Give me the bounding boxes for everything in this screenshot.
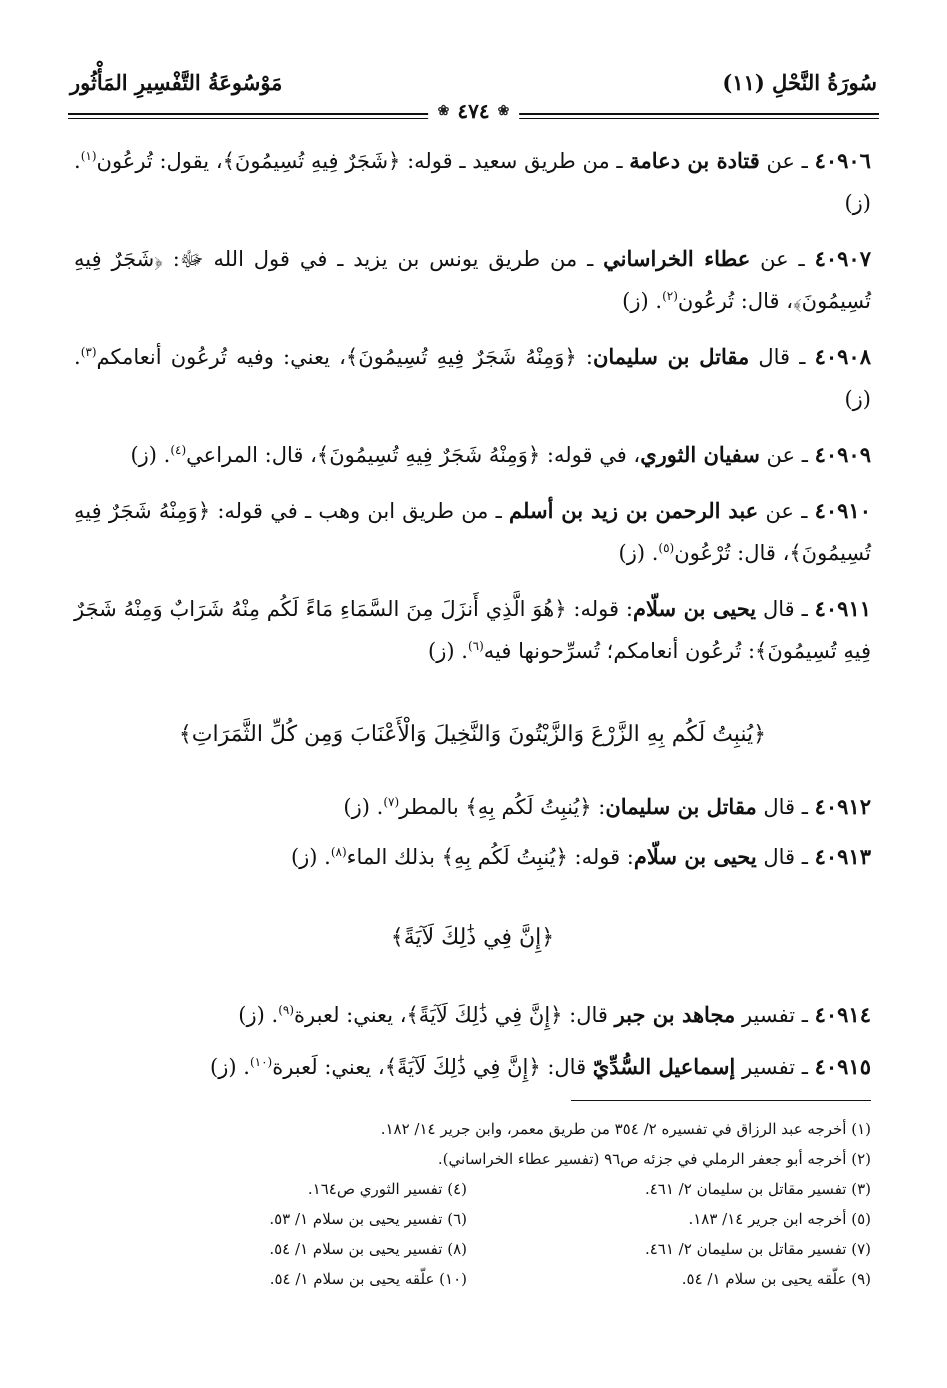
- footnote-ref: (٢): [662, 289, 678, 303]
- footnote-ref: (٥): [658, 541, 675, 555]
- quran-quote: ﴿هُوَ الَّذِي أَنزَلَ مِنَ السَّمَاءِ مَاءً لَكُم مِنْهُ شَرَابٌ وَمِنْهُ شَجَرٌ فِيهِ تُسِيمُونَ﴾: [74, 597, 871, 663]
- entry-intro: ـ تفسير: [735, 1055, 808, 1079]
- entry-text: بذلك الماء: [346, 845, 442, 869]
- footnote: (٩) علّقه يحيى بن سلام ١/ ٥٤.: [681, 1270, 871, 1288]
- entry-text: ، يعني: لَعبرة: [272, 1055, 385, 1079]
- entry-number: ٤٠٩٠٨: [814, 344, 871, 369]
- quran-quote: ﴿وَمِنْهُ شَجَرٌ فِيهِ تُسِيمُونَ﴾: [316, 443, 541, 467]
- entry-text: : تُرعُون أنعامكم؛ تُسرِّحونها فيه: [483, 639, 756, 663]
- entry-chain: : قوله:: [567, 845, 634, 869]
- entry-text: ، قال: المراعي: [186, 443, 317, 467]
- footnote: (١٠) علّقه يحيى بن سلام ١/ ٥٤.: [269, 1270, 467, 1288]
- book-title: مَوْسُوعَةُ التَّفْسِيرِ المَأْثُور: [70, 70, 283, 95]
- entry-text: ، قال: تُرعُون: [677, 289, 794, 313]
- entry-chain: ، في قوله:: [540, 443, 641, 467]
- ornament-icon: ❀: [437, 103, 450, 119]
- hadith-entry: [74, 140, 871, 224]
- entry-number: ٤٠٩١٤: [814, 1002, 871, 1027]
- entry-number: ٤٠٩١٢: [814, 794, 871, 819]
- footnote-ref: (٤): [170, 443, 187, 457]
- verse-heading: [74, 925, 871, 950]
- narrator-name: يحيى بن سلّام: [633, 844, 757, 869]
- hadith-entry: [74, 994, 871, 1036]
- entry-number: ٤٠٩١٠: [814, 498, 871, 523]
- entry-number: ٤٠٩١٣: [814, 844, 871, 869]
- quran-quote: ﴿شَجَرٌ فِيهِ تُسِيمُونَ﴾: [222, 149, 401, 173]
- quran-quote: ﴿وَمِنْهُ شَجَرٌ فِيهِ تُسِيمُونَ﴾: [345, 345, 577, 369]
- entry-source-mark: . (ز): [622, 289, 663, 313]
- entry-intro: ـ قال: [756, 597, 808, 621]
- entry-source-mark: . (ز): [74, 345, 871, 411]
- footnote-row: [74, 1234, 871, 1264]
- entry-number: ٤٠٩١١: [814, 596, 872, 621]
- quran-quote: ﴿إِنَّ فِي ذَٰلِكَ لَآيَةً﴾: [384, 1055, 541, 1079]
- footnotes: [74, 1114, 871, 1294]
- entry-number: ٤٠٩٠٩: [814, 442, 871, 467]
- verse-text: ﴿يُنبِتُ لَكُم بِهِ الزَّرْعَ وَالزَّيْتُونَ وَالنَّخِيلَ وَالْأَعْنَابَ وَمِن كُلِّ الثَّمَرَاتِ﴾: [178, 722, 767, 747]
- entry-intro: ـ قال: [756, 795, 808, 819]
- entry-intro: ـ عن: [758, 499, 808, 523]
- entry-chain: :: [576, 345, 593, 369]
- footnote: (١) أخرجه عبد الرزاق في تفسيره ٢/ ٣٥٤ من طريق معمر، وابن جرير ١٤/ ١٨٢.: [380, 1120, 871, 1138]
- quran-quote: ﴿وَمِنْهُ شَجَرٌ فِيهِ تُسِيمُونَ﴾: [74, 499, 871, 565]
- narrator-name: مقاتل بن سليمان: [605, 794, 757, 819]
- footnote-ref: (٨): [330, 845, 347, 859]
- entry-chain: ـ من طريق سعيد ـ قوله:: [400, 149, 630, 173]
- hadith-entry: [74, 434, 871, 476]
- quran-quote: ﴿يُنبِتُ لَكُم بِهِ﴾: [441, 845, 568, 869]
- entry-intro: ـ قال: [749, 345, 806, 369]
- page-number-badge: [428, 99, 520, 123]
- quran-quote: ﴿إِنَّ فِي ذَٰلِكَ لَآيَةً﴾: [406, 1003, 563, 1027]
- entry-chain: ـ من طريق يونس بن يزيد ـ في قول الله ﷻ:: [162, 247, 604, 271]
- footnote: (٨) تفسير يحيى بن سلام ١/ ٥٤.: [269, 1240, 467, 1258]
- entry-chain: قال:: [540, 1055, 593, 1079]
- quran-quote: ﴿شَجَرٌ فِيهِ تُسِيمُونَ﴾: [74, 247, 871, 313]
- hadith-entry: [74, 336, 871, 420]
- footnote: (٣) تفسير مقاتل بن سليمان ٢/ ٤٦١.: [644, 1180, 871, 1198]
- entry-text: ، يعني: وفيه تُرعُون أنعامكم: [96, 345, 346, 369]
- page-number: ٤٧٤: [457, 99, 490, 123]
- entry-intro: ـ تفسير: [735, 1003, 808, 1027]
- hadith-entry: [74, 786, 871, 828]
- entry-source-mark: . (ز): [74, 149, 871, 215]
- footnote-ref: (٧): [383, 795, 400, 809]
- entry-text: بالمطر: [399, 795, 466, 819]
- entry-number: ٤٠٩٠٦: [814, 148, 871, 173]
- entry-chain: ـ من طريق ابن وهب ـ في قوله:: [210, 499, 510, 523]
- entry-text: ، يقول: تُرعُون: [96, 149, 223, 173]
- footnote: (٧) تفسير مقاتل بن سليمان ٢/ ٤٦١.: [644, 1240, 871, 1258]
- main-text: [74, 140, 871, 686]
- entry-source-mark: . (ز): [343, 795, 384, 819]
- footnote-row: [74, 1174, 871, 1204]
- narrator-name: قتادة بن دعامة: [629, 148, 760, 173]
- entry-intro: ـ عن: [750, 247, 805, 271]
- quran-quote: ﴿يُنبِتُ لَكُم بِهِ﴾: [465, 795, 592, 819]
- hadith-entry: [74, 1046, 871, 1088]
- narrator-name: مقاتل بن سليمان: [592, 344, 750, 369]
- entry-source-mark: . (ز): [130, 443, 171, 467]
- footnote-row: [74, 1264, 871, 1294]
- narrator-name: يحيى بن سلّام: [632, 596, 757, 621]
- entry-intro: ـ عن: [759, 443, 808, 467]
- footnote-ref: (١): [80, 149, 97, 163]
- entry-text: ، قال: تُرْعُون: [674, 541, 790, 565]
- entry-source-mark: . (ز): [290, 845, 331, 869]
- entry-chain: : قوله:: [566, 597, 633, 621]
- footnote-ref: (٣): [80, 345, 97, 359]
- hadith-entry: [74, 490, 871, 574]
- footnote-row: [74, 1204, 871, 1234]
- narrator-name: عبد الرحمن بن زيد بن أسلم: [509, 498, 759, 523]
- entry-chain: قال:: [562, 1003, 615, 1027]
- entry-source-mark: . (ز): [210, 1055, 250, 1079]
- entry-intro: ـ عن: [759, 149, 808, 173]
- hadith-entry: [74, 238, 871, 322]
- verse-heading: [74, 722, 871, 747]
- ornament-icon: ❀: [497, 103, 510, 119]
- entry-number: ٤٠٩١٥: [814, 1054, 871, 1079]
- footnote-ref: (٩): [278, 1003, 295, 1017]
- narrator-name: سفيان الثوري: [640, 442, 760, 467]
- entry-source-mark: . (ز): [238, 1003, 279, 1027]
- narrator-name: عطاء الخراساني: [603, 246, 751, 271]
- footnote-ref: (١٠): [249, 1055, 273, 1069]
- narrator-name: إسماعيل السُّدِّيّ: [592, 1054, 736, 1079]
- hadith-entry: [74, 836, 871, 878]
- entry-source-mark: . (ز): [428, 639, 468, 663]
- entry-intro: ـ قال: [756, 845, 808, 869]
- footnote-ref: (٦): [467, 639, 484, 653]
- entry-source-mark: . (ز): [618, 541, 659, 565]
- footnote: (٤) تفسير الثوري ص١٦٤.: [307, 1180, 467, 1198]
- footnote: (٥) أخرجه ابن جرير ١٤/ ١٨٣.: [688, 1210, 871, 1228]
- entry-number: ٤٠٩٠٧: [814, 246, 871, 271]
- footnote: (٢) أخرجه أبو جعفر الرملي في جزئه ص٩٦ (تفسير عطاء الخراساني).: [437, 1150, 871, 1168]
- footnote-separator: [571, 1100, 871, 1101]
- surah-title: سُورَةُ النَّحْلِ (١١): [722, 70, 877, 95]
- entry-chain: :: [591, 795, 606, 819]
- entry-text: ، يعني: لعبرة: [294, 1003, 407, 1027]
- hadith-entry: [74, 588, 871, 672]
- narrator-name: مجاهد بن جبر: [614, 1002, 736, 1027]
- verse-text: ﴿إِنَّ فِي ذَٰلِكَ لَآيَةً﴾: [390, 925, 555, 950]
- footnote: (٦) تفسير يحيى بن سلام ١/ ٥٣.: [269, 1210, 467, 1228]
